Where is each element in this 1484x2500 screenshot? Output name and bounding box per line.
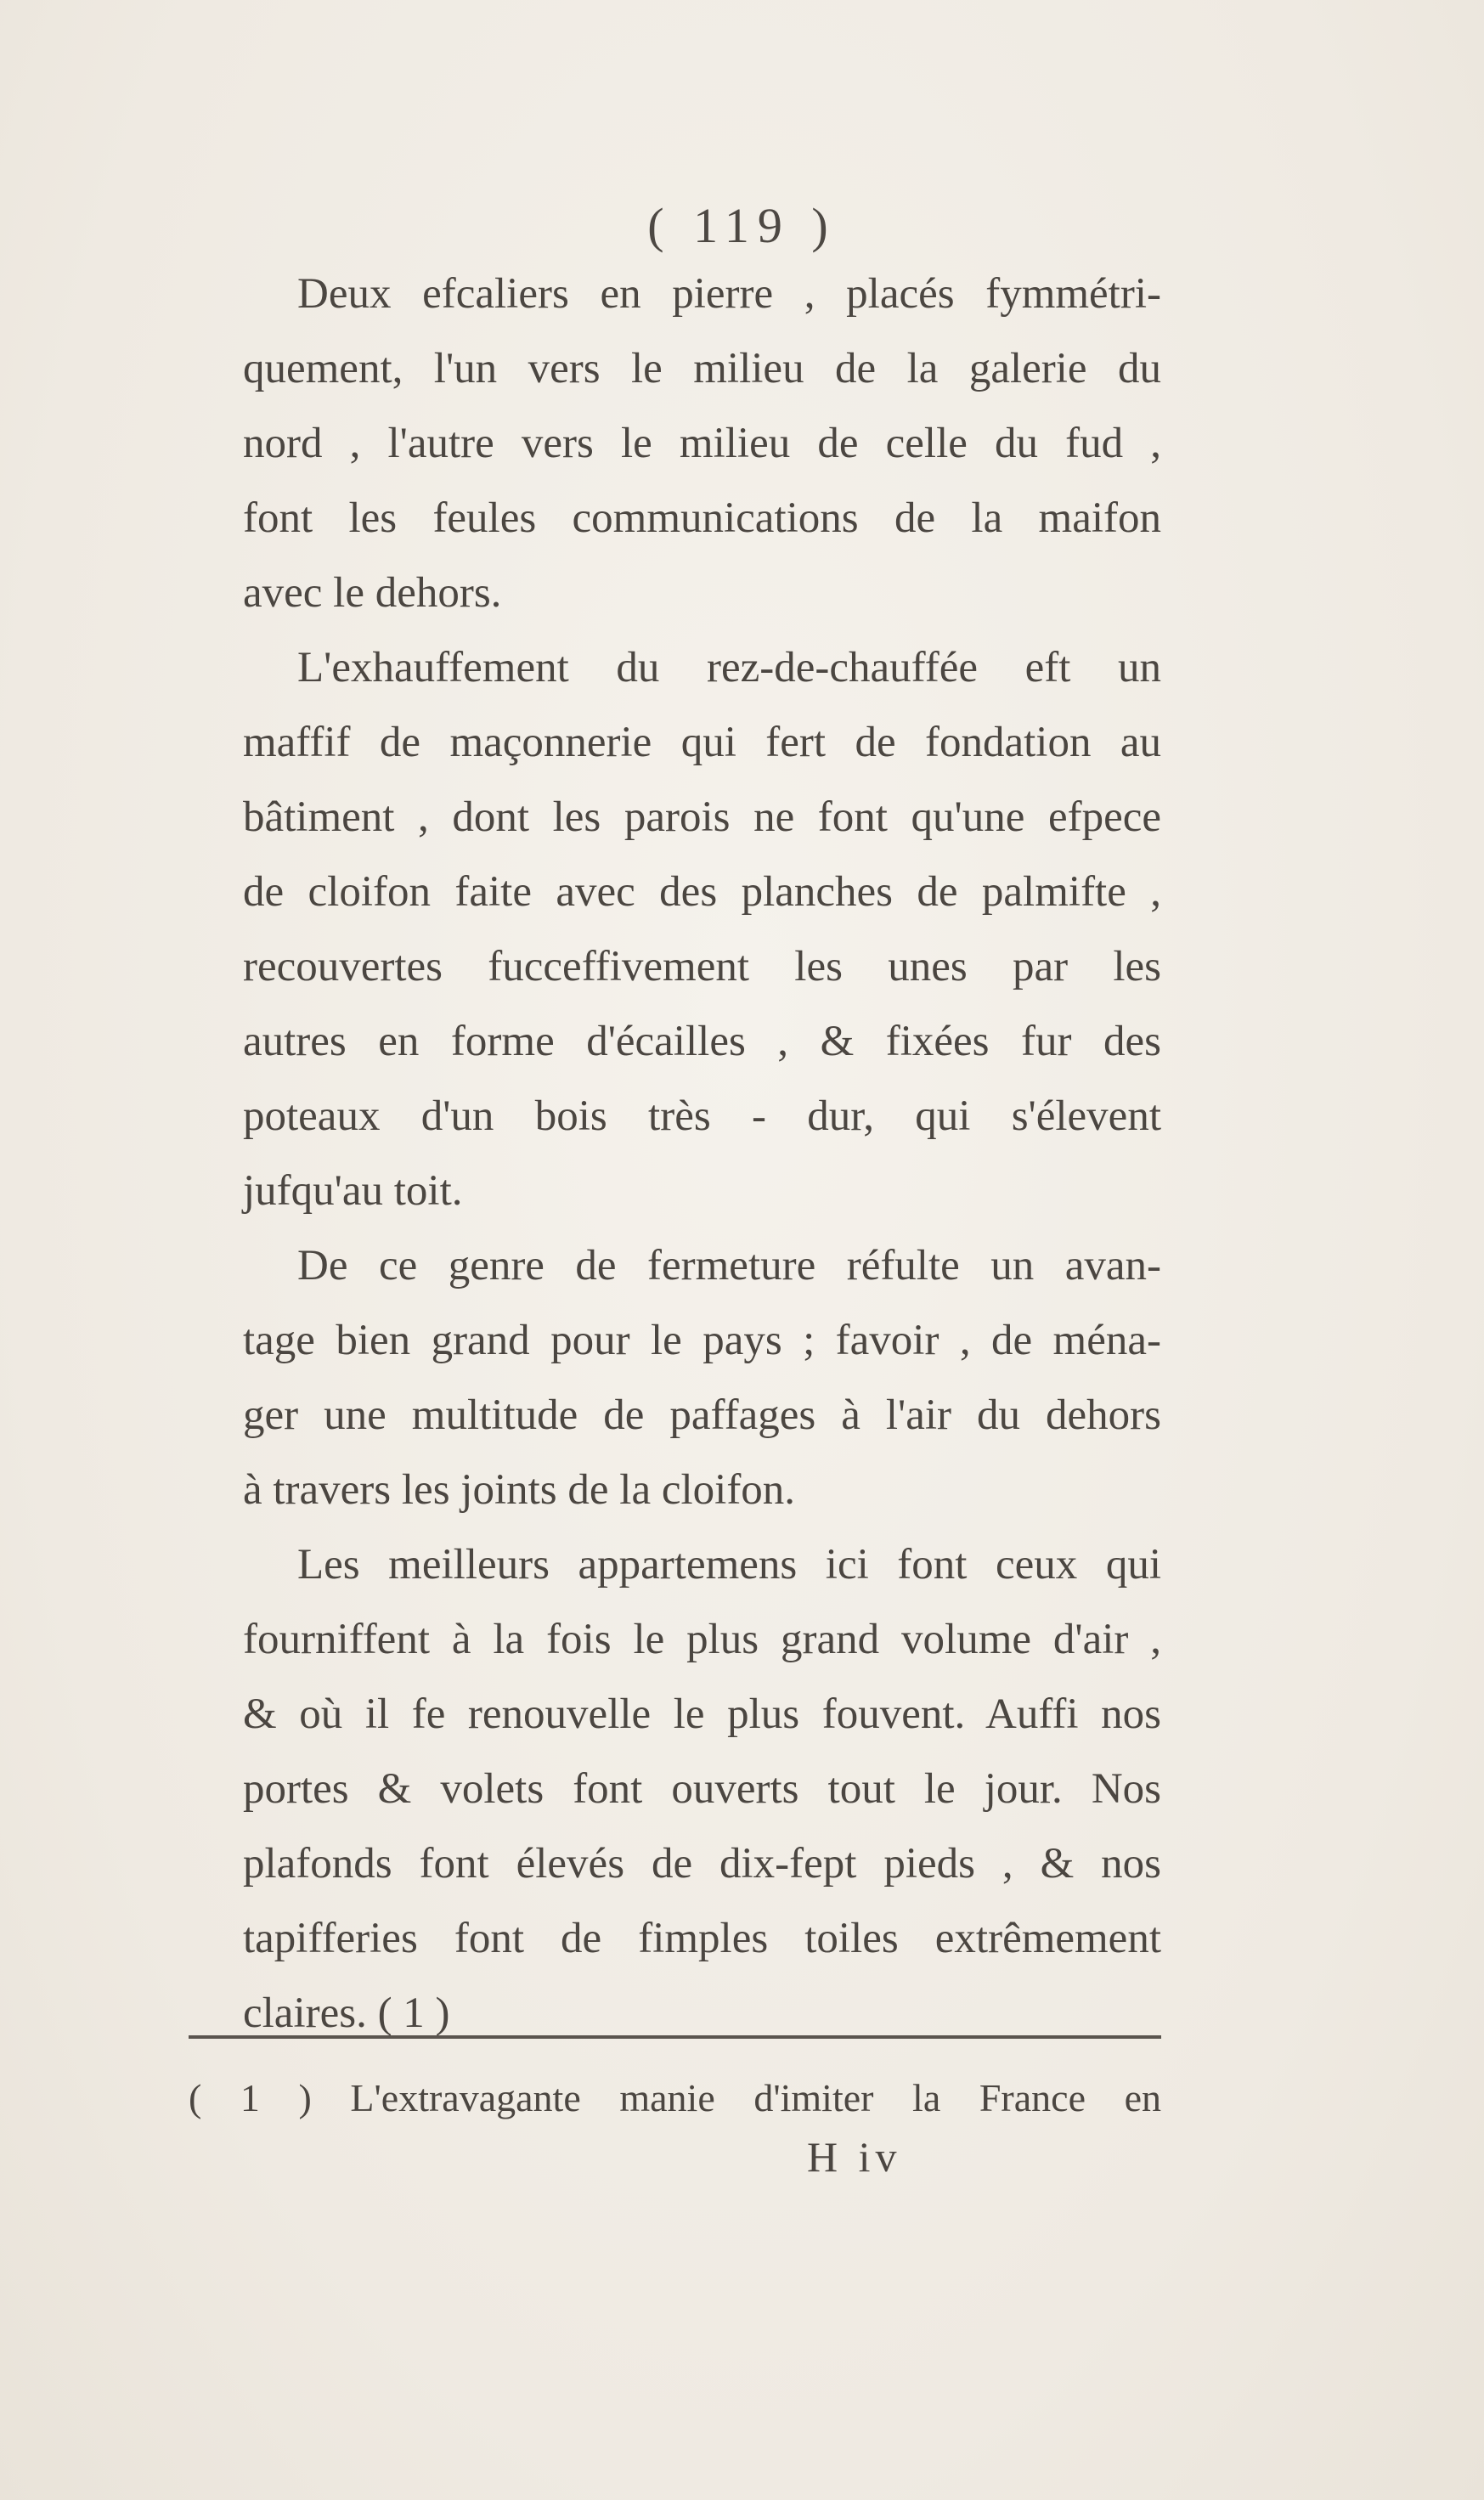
text-line: de cloifon faite avec des planches de palmifte ,	[243, 868, 1161, 916]
text-line: bâtiment , dont les parois ne font qu'une efpece	[243, 793, 1161, 841]
text-line: autres en forme d'écailles , & fixées fur des	[243, 1018, 1161, 1065]
text-line: tage bien grand pour le pays ; favoir , de ména-	[243, 1317, 1161, 1364]
text-line: claires. ( 1 )	[243, 1989, 450, 2037]
text-line: tapifferies font de fimples toiles extrêmement	[243, 1915, 1161, 1962]
signature-mark: H iv	[807, 2133, 902, 2181]
paragraph-4	[189, 1527, 1161, 2051]
text-line: poteaux d'un bois très - dur, qui s'élevent	[243, 1092, 1161, 1140]
text-line: nord , l'autre vers le milieu de celle du fud ,	[243, 420, 1161, 467]
text-line: maffif de maçonnerie qui fert de fondation au	[243, 719, 1161, 766]
text-line: avec le dehors.	[243, 569, 502, 617]
text-line: jufqu'au toit.	[243, 1167, 463, 1215]
text-line: recouvertes fucceffivement les unes par les	[243, 943, 1161, 990]
paragraph-2	[189, 630, 1161, 1228]
paragraph-3	[189, 1228, 1161, 1527]
text-line: plafonds font élevés de dix-fept pieds , & nos	[243, 1840, 1161, 1888]
footnote: ( 1 ) L'extravagante manie d'imiter la France en	[189, 2076, 1161, 2119]
text-line: Les meilleurs appartemens ici font ceux qui	[297, 1541, 1161, 1589]
text-line: Deux efcaliers en pierre , placés fymmétri-	[297, 270, 1161, 318]
page-number: ( 119 )	[647, 198, 837, 253]
paragraph-1	[189, 257, 1161, 630]
text-line: font les feules communications de la maifon	[243, 494, 1161, 542]
text-line: portes & volets font ouverts tout le jour. Nos	[243, 1765, 1161, 1813]
text-line: De ce genre de fermeture réfulte un avan-	[297, 1242, 1161, 1290]
text-line: ger une multitude de paffages à l'air du dehors	[243, 1391, 1161, 1439]
body-text	[189, 257, 1161, 2051]
text-line: à travers les joints de la cloifon.	[243, 1466, 796, 1514]
text-line: fourniffent à la fois le plus grand volume d'air ,	[243, 1616, 1161, 1663]
text-line: & où il fe renouvelle le plus fouvent. Auffi nos	[243, 1690, 1161, 1738]
text-line: quement, l'un vers le milieu de la galerie du	[243, 345, 1161, 392]
footnote-divider	[189, 2035, 1161, 2039]
text-line: L'exhauffement du rez-de-chauffée eft un	[297, 644, 1161, 691]
